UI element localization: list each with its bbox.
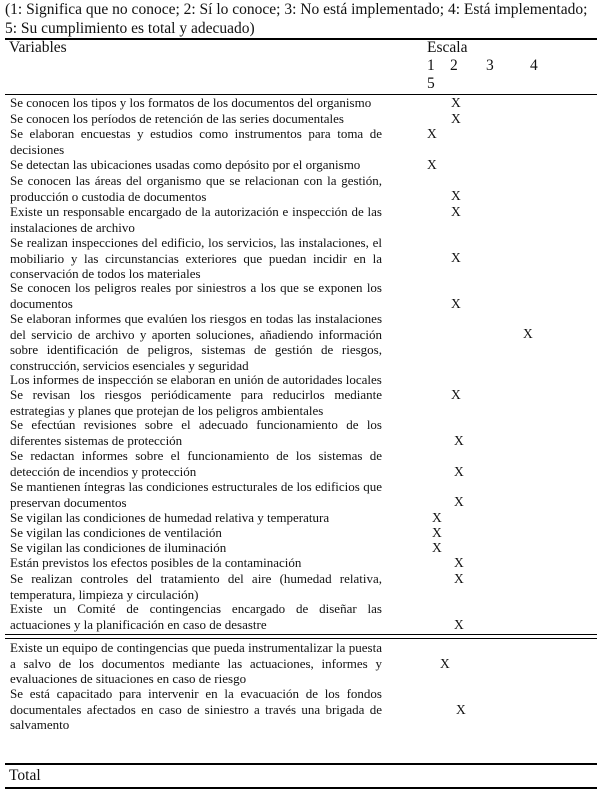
row-variable: Están previstos los efectos posibles de la contaminación [10,555,302,570]
table-row [10,448,382,479]
row-variable: Se elaboran encuestas y estudios como instrumentos para toma de decisiones [10,126,382,157]
score-mark: X [427,157,437,172]
score-mark: X [454,464,464,479]
row-variable: Se vigilan las condiciones de iluminación [10,540,227,555]
scale-2: 2 [450,57,458,74]
row-variable: Se conocen los tipos y los formatos de los documentos del organismo [10,95,372,110]
score-mark: X [440,656,450,671]
score-mark: X [432,510,442,525]
row-variable: Se conocen los períodos de retención de las series documentales [10,111,344,126]
table-row [10,372,382,388]
variables-header: Variables [9,39,67,56]
row-variable: Se conocen los peligros reales por siniestros a los que se exponen los documentos [10,280,382,311]
score-mark: X [454,571,464,586]
row-variable: Se mantienen íntegras las condiciones estructurales de los edificios que preservan documentos [10,479,382,510]
row-variable: Se vigilan las condiciones de humedad relativa y temperatura [10,510,330,525]
row-variable: Se detectan las ubicaciones usadas como depósito por el organismo [10,157,361,172]
table-row [10,157,382,173]
row-variable: Existe un Comité de contingencias encargado de diseñar las actuaciones y la planificación en caso de desastre [10,601,382,632]
table-row [10,417,382,448]
row-variable: Se está capacitado para intervenir en la evacuación de los fondos documentales afectados en caso de siniestro a través una brigada de salvamento [10,686,382,733]
table-row [10,387,382,418]
row-variable: Se elaboran informes que evalúen los riesgos en todas las instalaciones del servicio de archivo y aporten soluciones, añadiendo información sobre identificación de peligros, sistemas de gestión de riesgos, construcción, servicios esenciales y seguridad [10,311,382,373]
table-row [10,525,382,541]
table-row [10,280,382,311]
total-top-rule [5,763,597,765]
table-row [10,510,382,526]
row-variable: Los informes de inspección se elaboran en unión de autoridades locales [10,372,382,387]
row-variable: Se efectúan revisiones sobre el adecuado funcionamiento de los diferentes sistemas de protección [10,417,382,448]
top-rule [5,38,597,40]
row-variable: Se revisan los riesgos periódicamente para reducirlos mediante estrategias y planes que protejan de los peligros ambientales [10,387,382,418]
score-mark: X [451,188,461,203]
row-variable: Existe un responsable encargado de la autorización e inspección de las instalaciones de archivo [10,204,382,235]
table-row [10,571,382,602]
total-label: Total [9,767,41,784]
row-variable: Se redactan informes sobre el funcionamiento de los sistemas de detección de incendios y protección [10,448,382,479]
row-variable: Se realizan inspecciones del edificio, los servicios, las instalaciones, el mobiliario y las circunstancias exteriores que puedan incidir en la conservación de todos los materiales [10,235,382,282]
legend-line-1: (1: Significa que no conoce; 2: Sí lo conoce; 3: No está implementado; 4: Está implementado; [5,1,588,18]
scale-4: 4 [530,57,538,74]
scale-legend [5,0,587,38]
table-row [10,601,382,632]
table-row [10,173,382,204]
table-row [10,311,382,373]
table-row [10,540,382,556]
row-variable: Se vigilan las condiciones de ventilación [10,525,222,540]
score-mark: X [451,204,461,219]
table-row [10,640,382,687]
table-row [10,235,382,282]
table-row [10,111,382,127]
section-rule-1 [5,634,597,635]
scale-1: 1 [427,57,435,74]
scale-5: 5 [427,75,435,92]
row-variable: Se conocen las áreas del organismo que se relacionan con la gestión, producción o custodia de documentos [10,173,382,204]
table-row [10,479,382,510]
bottom-rule [5,787,597,789]
score-mark: X [451,387,461,402]
score-mark: X [456,702,466,717]
score-mark: X [432,525,442,540]
table-row [10,555,382,571]
score-mark: X [451,296,461,311]
score-mark: X [451,95,461,110]
row-variable: Se realizan controles del tratamiento del aire (humedad relativa, temperatura, limpieza y circulación) [10,571,382,602]
score-mark: X [454,494,464,509]
table-row [10,95,382,111]
score-mark: X [523,326,533,341]
score-mark: X [454,433,464,448]
score-mark: X [451,111,461,126]
table-row [10,686,382,733]
table-row [10,204,382,235]
scale-3: 3 [486,57,494,74]
escala-header: Escala [427,39,468,56]
score-mark: X [451,250,461,265]
legend-line-2: 5: Su cumplimiento es total y adecuado) [5,20,255,37]
row-variable: Existe un equipo de contingencias que pueda instrumentalizar la puesta a salvo de los documentos mediante las actuaciones, informes y evaluaciones de situaciones en caso de riesgo [10,640,382,687]
score-mark: X [427,126,437,141]
score-mark: X [454,555,464,570]
score-mark: X [432,540,442,555]
table-row [10,126,382,157]
score-mark: X [454,617,464,632]
